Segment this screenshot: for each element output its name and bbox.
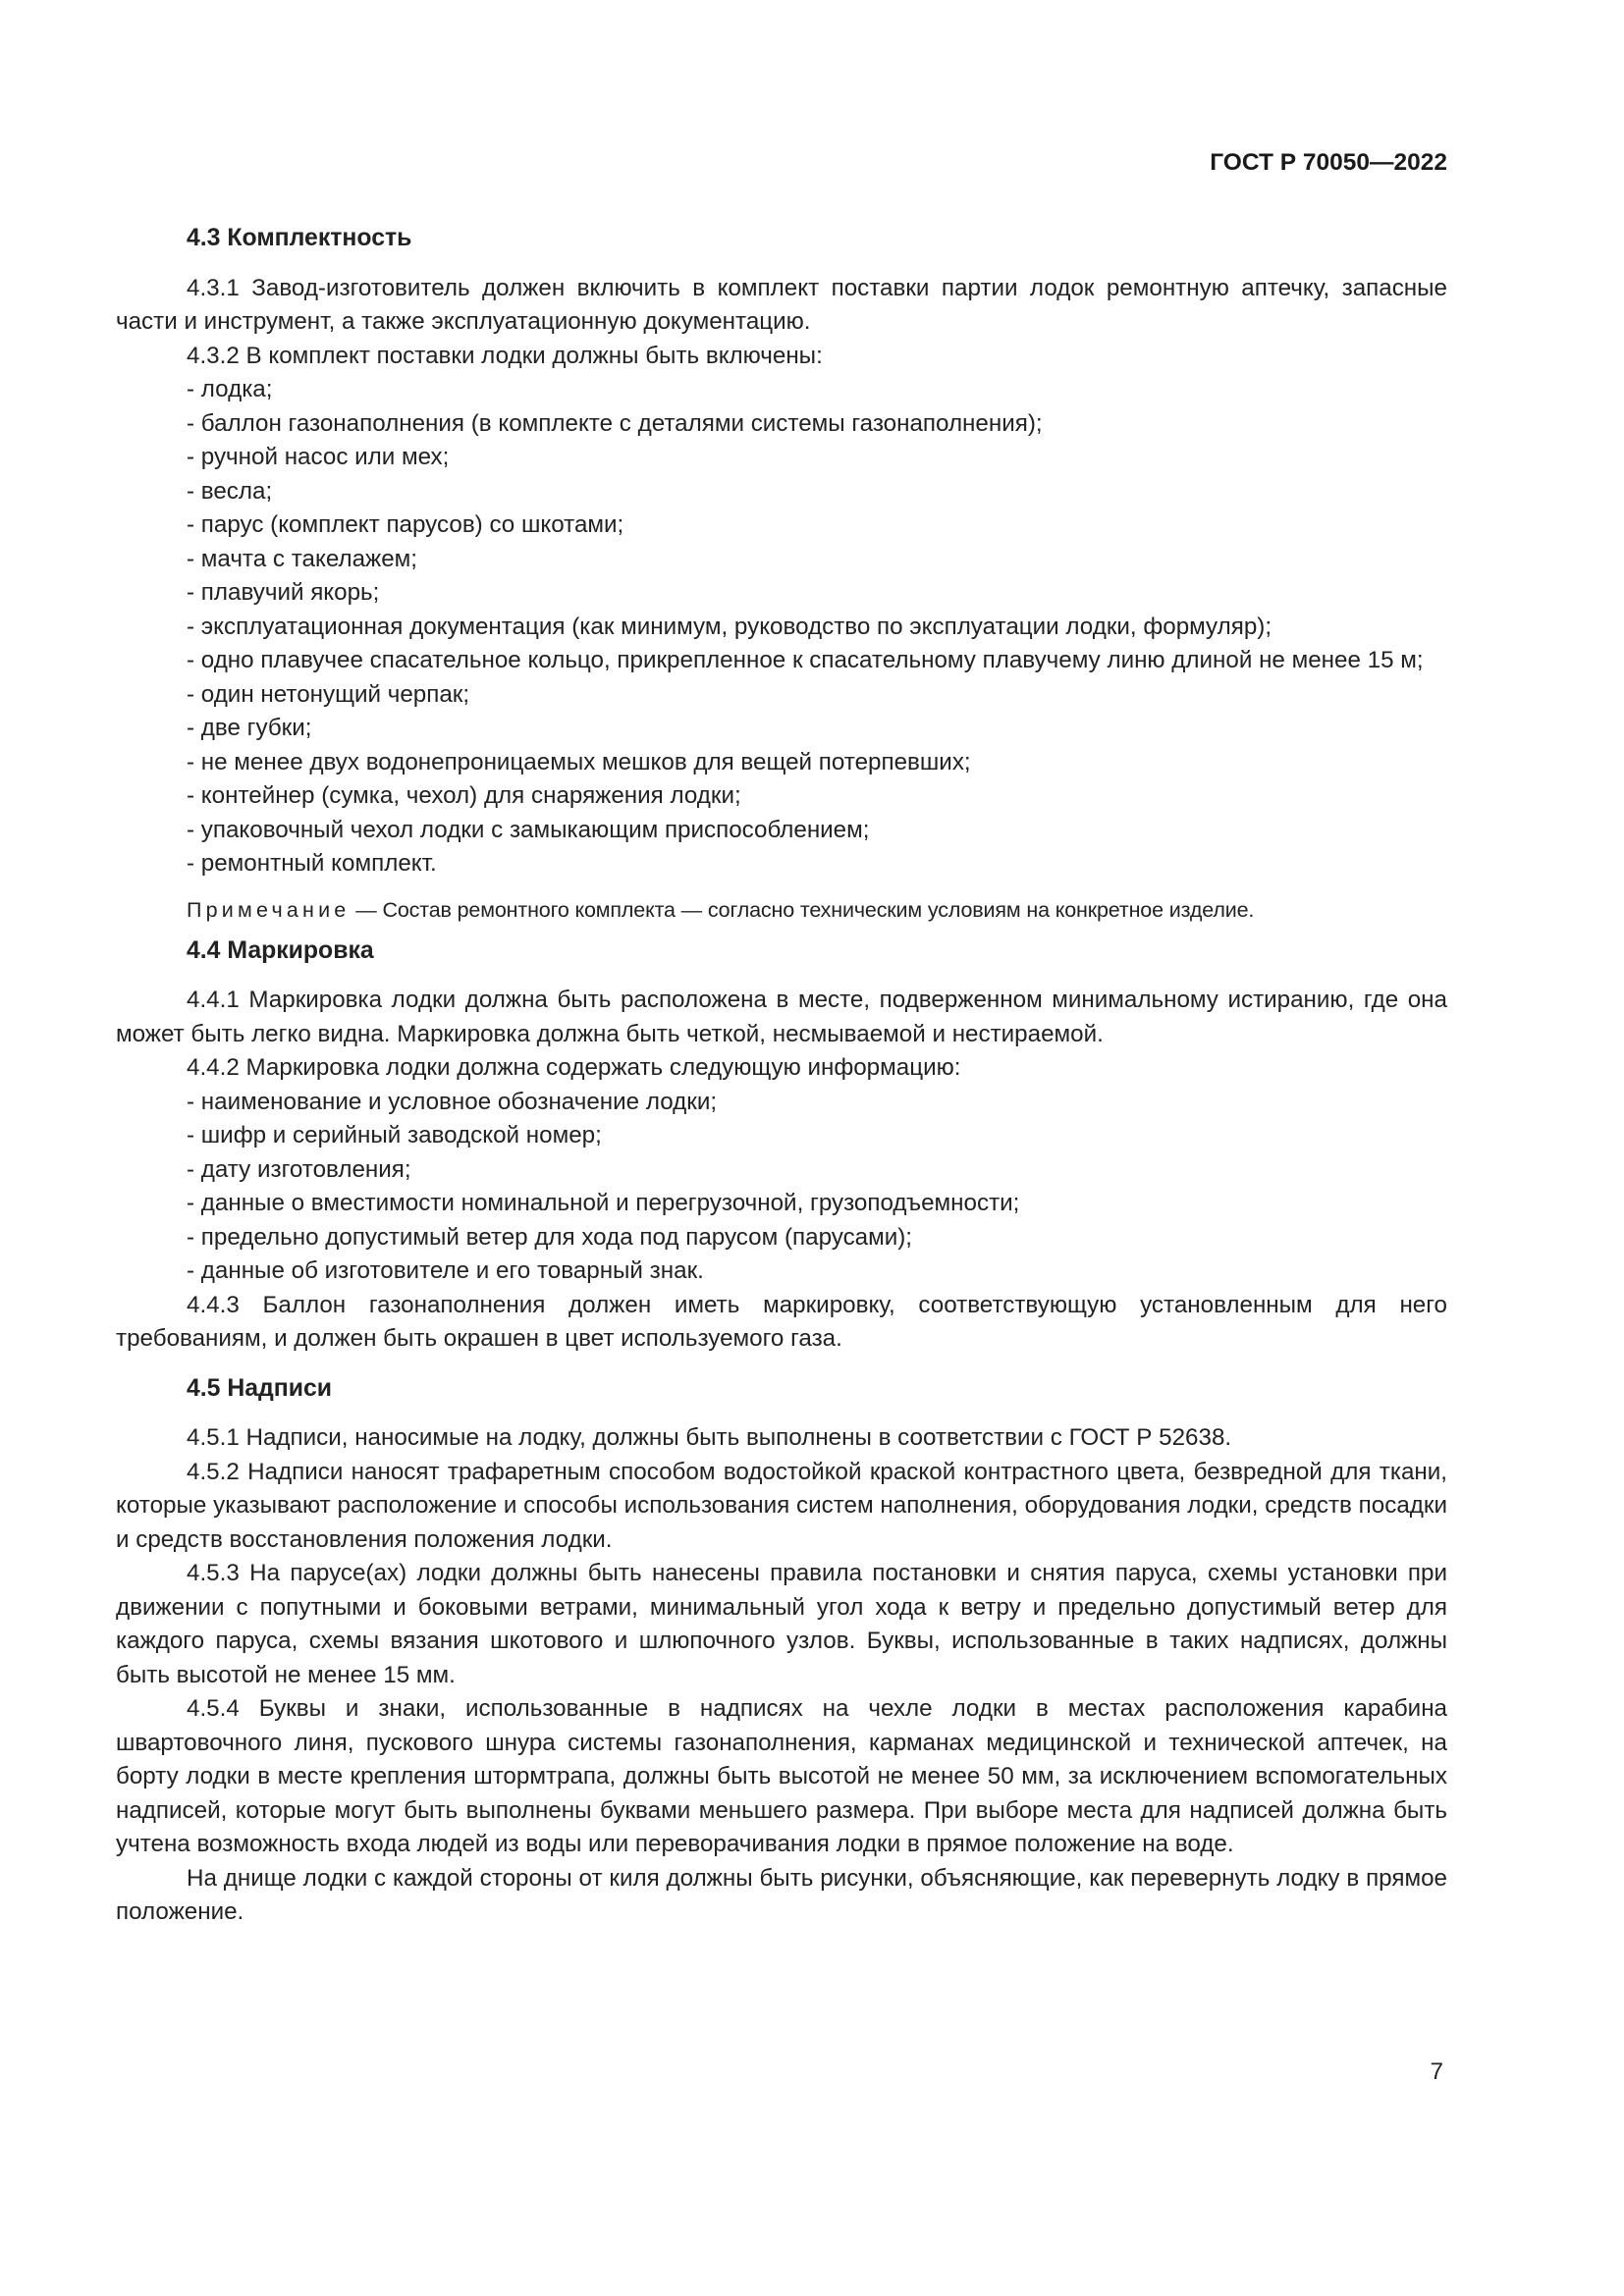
paragraph-4-3-1: 4.3.1 Завод-изготовитель должен включить в комплект поставки партии лодок ремонтную аптечку, запасные части и инструмент, а также эксплуатационную документацию. bbox=[116, 274, 1447, 335]
list-item: - предельно допустимый ветер для хода под парусом (парусами); bbox=[187, 1223, 913, 1251]
paragraph-4-4-3: 4.4.3 Баллон газонаполнения должен иметь маркировку, соответствующую установленным для него требованиям, и должен быть окрашен в цвет используемого газа. bbox=[116, 1291, 1447, 1352]
list-item: - мачта с такелажем; bbox=[187, 545, 418, 572]
marking-list bbox=[116, 1086, 1447, 1289]
list-item-wrapped: - одно плавучее спасательное кольцо, прикрепленное к спасательному плавучему линю длиной не менее 15 м; bbox=[187, 647, 1424, 673]
list-item: - наименование и условное обозначение лодки; bbox=[187, 1088, 718, 1115]
page-number: 7 bbox=[1430, 2058, 1443, 2085]
list-item: - не менее двух водонепроницаемых мешков для вещей потерпевших; bbox=[187, 748, 971, 775]
list-item: - контейнер (сумка, чехол) для снаряжения лодки; bbox=[187, 782, 741, 809]
list-item: - парус (комплект парусов) со шкотами; bbox=[187, 511, 624, 538]
note-text: — Состав ремонтного комплекта — согласно техническим условиям на конкретное изделие. bbox=[350, 897, 1255, 922]
section-heading-4-4: 4.4 Маркировка bbox=[187, 936, 374, 964]
document-body bbox=[116, 222, 1447, 1930]
note-label: Примечание bbox=[187, 897, 351, 922]
section-heading-4-5: 4.5 Надписи bbox=[187, 1374, 333, 1402]
paragraph-4-5-1: 4.5.1 Надписи, наносимые на лодку, должны быть выполнены в соответствии с ГОСТ Р 52638. bbox=[187, 1424, 1232, 1451]
list-item: - эксплуатационная документация (как минимум, руководство по эксплуатации лодки, формуляр); bbox=[187, 613, 1272, 640]
list-item: - весла; bbox=[187, 477, 273, 505]
list-item: - упаковочный чехол лодки с замыкающим приспособлением; bbox=[187, 816, 870, 843]
list-item: - данные об изготовителе и его товарный знак. bbox=[187, 1257, 704, 1284]
note bbox=[116, 895, 1447, 925]
list-item: - ручной насос или мех; bbox=[187, 444, 450, 470]
paragraph-4-3-2: 4.3.2 В комплект поставки лодки должны быть включены: bbox=[187, 342, 823, 369]
paragraph-4-5-2: 4.5.2 Надписи наносят трафаретным способом водостойкой краской контрастного цвета, безвредной для ткани, которые указывают расположение и способы использования систем наполнения, оборудования лодки, средств посадки и средств восстановления положения лодки. bbox=[116, 1458, 1447, 1553]
paragraph-4-4-2: 4.4.2 Маркировка лодки должна содержать следующую информацию: bbox=[187, 1054, 961, 1081]
list-item: - шифр и серийный заводской номер; bbox=[187, 1122, 602, 1148]
list-item: - один нетонущий черпак; bbox=[187, 680, 470, 708]
list-item: - ремонтный комплект. bbox=[187, 850, 437, 877]
section-heading-4-3: 4.3 Комплектность bbox=[187, 225, 412, 251]
list-item: - данные о вместимости номинальной и перегрузочной, грузоподъемности; bbox=[187, 1190, 1020, 1216]
paragraph-4-5-3: 4.5.3 На парусе(ах) лодки должны быть нанесены правила постановки и снятия паруса, схемы установки при движении с попутными и боковыми ветрами, минимальный угол хода к ветру и предельно допустимый ветер для каждого паруса, схемы вязания шкотового и шлюпочного узлов. Буквы, использованные в таких надписях, должны быть высотой не менее 15 мм. bbox=[116, 1560, 1447, 1688]
list-item: - баллон газонаполнения (в комплекте с деталями системы газонаполнения); bbox=[187, 409, 1043, 437]
delivery-list bbox=[116, 373, 1447, 881]
list-item: - две губки; bbox=[187, 715, 312, 741]
list-item: - лодка; bbox=[187, 376, 273, 402]
list-item: - плавучий якорь; bbox=[187, 579, 380, 606]
standard-code-header: ГОСТ Р 70050—2022 bbox=[1210, 149, 1447, 176]
paragraph-4-5-4: 4.5.4 Буквы и знаки, использованные в надписях на чехле лодки в местах расположения карабина швартовочного линя, пускового шнура системы газонаполнения, карманах медицинской и технической аптечек, на борту лодки в месте крепления штормтрапа, должны быть высотой не менее 50 мм, за исключением вспомогательных надписей, которые могут быть выполнены буквами меньшего размера. При выборе места для надписей должна быть учтена возможность входа людей из воды или переворачивания лодки в прямое положение на воде. bbox=[116, 1695, 1447, 1857]
list-item: - дату изготовления; bbox=[187, 1155, 411, 1183]
paragraph-4-4-1: 4.4.1 Маркировка лодки должна быть расположена в месте, подверженном минимальному истиранию, где она может быть легко видна. Маркировка должна быть четкой, несмываемой и нестираемой. bbox=[116, 987, 1447, 1047]
paragraph-4-5-5: На днище лодки с каждой стороны от киля должны быть рисунки, объясняющие, как перевернуть лодку в прямое положение. bbox=[116, 1864, 1447, 1925]
